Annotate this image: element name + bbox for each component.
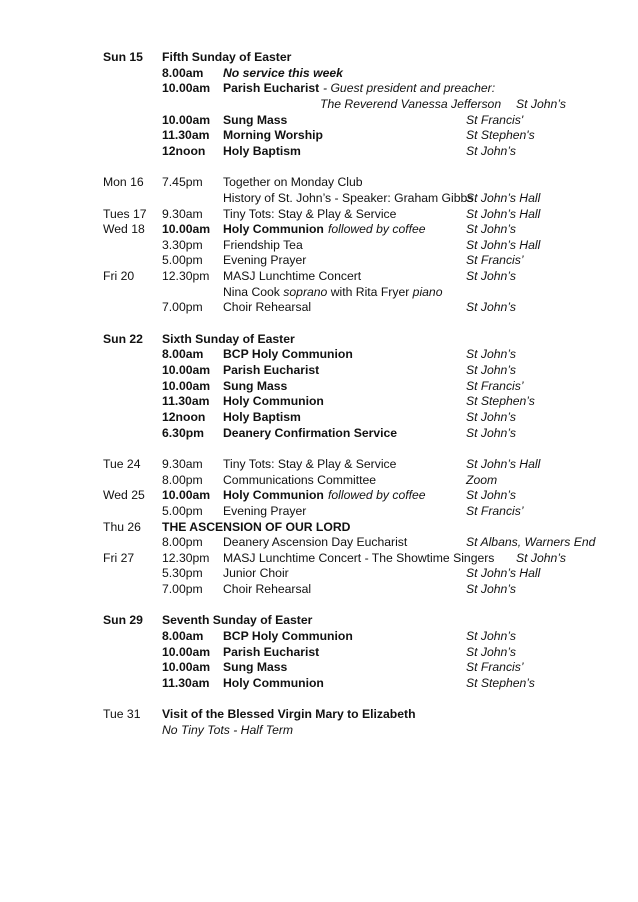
venue: St John’s — [466, 409, 516, 424]
service-time: 10.00am — [162, 660, 211, 675]
event-note: - Guest president and preacher: — [323, 81, 496, 96]
event-name: Together on Monday Club — [223, 175, 363, 190]
venue: St John’s — [466, 300, 516, 315]
event-note: followed by coffee — [328, 222, 426, 237]
venue: St John’s Hall — [466, 190, 541, 205]
venue: St John’s — [466, 222, 516, 237]
event-note: The Reverend Vanessa Jefferson — [320, 96, 502, 111]
service-time: 7.00pm — [162, 582, 203, 597]
service-time: 10.00am — [162, 112, 211, 127]
venue: St Francis’ — [466, 503, 524, 518]
venue: St John’s — [516, 550, 566, 565]
day-heading: No Tiny Tots - Half Term — [162, 722, 294, 737]
event-name: No service this week — [223, 65, 343, 80]
event-name: Evening Prayer — [223, 253, 307, 268]
event-name: Deanery Confirmation Service — [223, 425, 398, 440]
day-label: Tue 31 — [103, 707, 141, 722]
service-time: 6.30pm — [162, 425, 205, 440]
event-name: Tiny Tots: Stay & Play & Service — [223, 206, 397, 221]
event-name: Choir Rehearsal — [223, 300, 312, 315]
service-time: 5.30pm — [162, 566, 203, 581]
day-heading: THE ASCENSION OF OUR LORD — [162, 519, 351, 534]
event-name: MASJ Lunchtime Concert — [223, 269, 362, 284]
day-heading: Visit of the Blessed Virgin Mary to Elizabeth — [162, 707, 416, 722]
venue: St John’s — [466, 363, 516, 377]
venue: St John’s — [466, 143, 516, 158]
event-name: Parish Eucharist — [223, 363, 320, 377]
event-name: Sung Mass — [223, 112, 288, 127]
service-time: 11.30am — [162, 676, 210, 690]
venue: St Francis’ — [466, 660, 524, 675]
venue: St Stephen’s — [466, 394, 535, 409]
day-label: Wed 25 — [103, 488, 145, 503]
event-name: Holy Communion — [223, 488, 324, 503]
event-name: Holy Baptism — [223, 409, 301, 424]
event-name: Sung Mass — [223, 660, 288, 675]
service-time: 12noon — [162, 143, 206, 158]
service-time: 12.30pm — [162, 550, 210, 565]
service-time: 7.00pm — [162, 300, 203, 315]
service-time: 5.00pm — [162, 253, 203, 268]
venue: St John’s Hall — [466, 237, 541, 252]
service-time: 8.00pm — [162, 472, 203, 487]
day-label: Fri 27 — [103, 550, 135, 565]
service-time: 10.00am — [162, 81, 211, 96]
venue: St John’s — [466, 629, 516, 644]
service-time: 11.30am — [162, 394, 210, 409]
day-heading: Seventh Sunday of Easter — [162, 613, 313, 628]
event-name: Choir Rehearsal — [223, 582, 312, 597]
event-name: Holy Communion — [223, 394, 324, 409]
venue: St John’s — [516, 96, 566, 111]
service-time: 3.30pm — [162, 237, 203, 252]
service-time: 8.00am — [162, 629, 204, 644]
event-name: Evening Prayer — [223, 503, 307, 518]
venue: St John’s — [466, 347, 516, 362]
venue: St John’s Hall — [466, 566, 541, 581]
day-label: Tues 17 — [103, 206, 147, 221]
event-name: BCP Holy Communion — [223, 347, 353, 362]
day-label: Tue 24 — [103, 456, 141, 471]
venue: St Francis' — [466, 112, 524, 127]
service-time: 9.30am — [162, 206, 203, 221]
venue: St John’s Hall — [466, 456, 541, 471]
venue: St John’s — [466, 582, 516, 597]
service-time: 10.00am — [162, 644, 211, 659]
event-name: Sung Mass — [223, 378, 288, 393]
service-time: 12noon — [162, 409, 206, 424]
venue: St Stephen's — [466, 128, 535, 143]
service-time: 5.00pm — [162, 503, 203, 518]
event-name: Morning Worship — [223, 128, 323, 143]
event-name: MASJ Lunchtime Concert - The Showtime Singers — [223, 550, 495, 565]
day-label: Wed 18 — [103, 222, 145, 237]
venue: St John’s — [466, 425, 516, 440]
service-time: 10.00am — [162, 363, 211, 377]
venue: St John’s — [466, 488, 516, 503]
event-name: Friendship Tea — [223, 237, 303, 252]
event-name: Parish Eucharist — [223, 81, 320, 96]
service-time: 8.00am — [162, 65, 204, 80]
service-time: 8.00am — [162, 347, 204, 362]
service-time: 7.45pm — [162, 175, 203, 190]
event-name: Holy Baptism — [223, 143, 301, 158]
service-time: 12.30pm — [162, 269, 210, 284]
event-name: Junior Choir — [223, 566, 289, 581]
venue: St John’s — [466, 269, 516, 284]
event-name: Deanery Ascension Day Eucharist — [223, 535, 408, 550]
venue: St Francis’ — [466, 378, 524, 393]
event-name: Parish Eucharist — [223, 644, 320, 659]
service-time: 10.00am — [162, 222, 211, 237]
event-note: followed by coffee — [328, 488, 426, 503]
service-time: 10.00am — [162, 488, 211, 503]
day-label: Fri 20 — [103, 269, 135, 284]
venue: St John’s — [466, 644, 516, 659]
day-heading: Fifth Sunday of Easter — [162, 50, 292, 64]
service-time: 11.30am — [162, 128, 210, 143]
event-name: Tiny Tots: Stay & Play & Service — [223, 456, 397, 471]
event-name: Holy Communion — [223, 676, 324, 690]
event-name: Holy Communion — [223, 222, 324, 237]
day-heading: Sixth Sunday of Easter — [162, 331, 295, 346]
event-name: Nina Cook soprano with Rita Fryer piano — [223, 284, 443, 299]
day-label: Thu 26 — [103, 519, 141, 534]
venue: St John’s Hall — [466, 206, 541, 221]
venue: St Francis’ — [466, 253, 524, 268]
event-name: BCP Holy Communion — [223, 629, 353, 644]
day-label: Sun 22 — [103, 331, 143, 346]
venue: St Albans, Warners End — [466, 535, 596, 550]
day-label: Mon 16 — [103, 175, 144, 190]
venue: Zoom — [466, 472, 498, 487]
venue: St Stephen’s — [466, 676, 535, 690]
service-time: 8.00pm — [162, 535, 203, 550]
service-time: 10.00am — [162, 378, 211, 393]
event-name: Communications Committee — [223, 472, 377, 487]
event-name: History of St. John’s - Speaker: Graham Gibbs — [223, 190, 474, 205]
day-label: Sun 29 — [103, 613, 143, 628]
day-label: Sun 15 — [103, 50, 143, 64]
service-time: 9.30am — [162, 456, 203, 471]
